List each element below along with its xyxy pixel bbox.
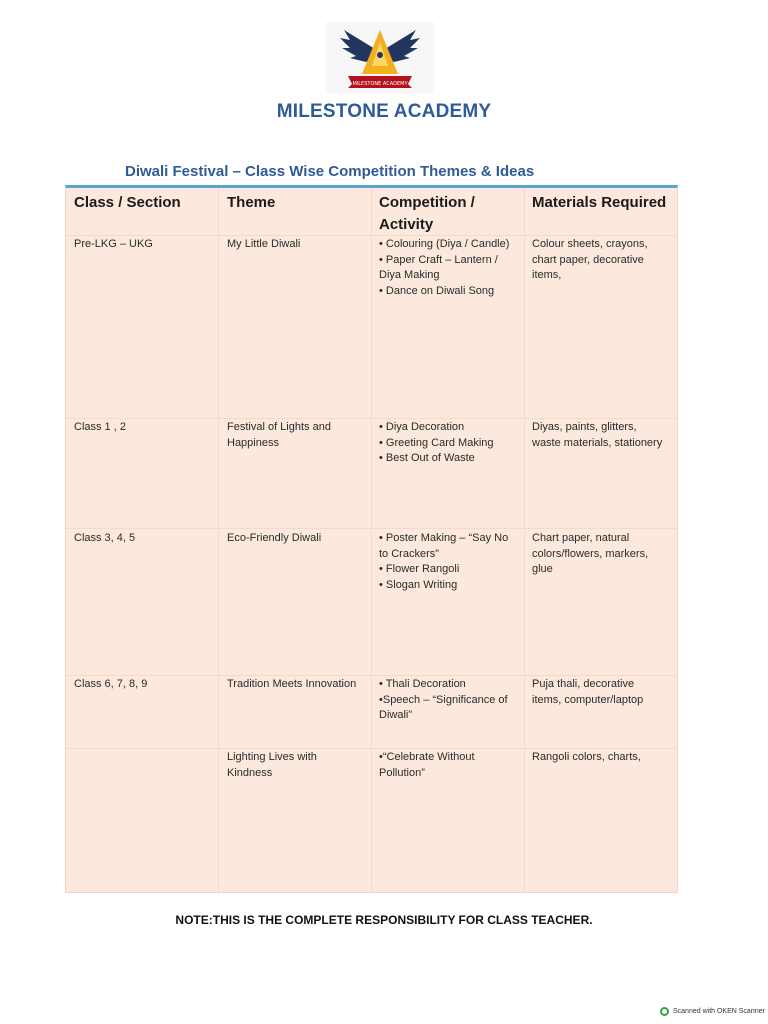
cell-class: Pre-LKG – UKG [74,238,153,250]
school-logo [326,22,434,94]
theme-line: Kindness [227,766,273,779]
column-divider [218,188,219,892]
activity-line: • Flower Rangoli [379,563,460,575]
cell-theme [227,420,372,451]
cell-materials [532,420,677,451]
cell-class: Class 3, 4, 5 [74,532,136,544]
materials-line: glue [532,563,553,575]
column-header-activity: Competition / Activity [379,194,475,233]
note-text: NOTE:THIS IS THE COMPLETE RESPONSIBILITY FOR CLASS TEACHER. [175,913,593,927]
cell-theme: Eco-Friendly Diwali [227,532,322,544]
activity-line: to Crackers” [379,547,439,560]
row-divider [66,675,677,676]
cell-activity [379,237,524,299]
row-divider [66,528,677,529]
activity-line: • Slogan Writing [379,578,458,591]
materials-line: items, computer/laptop [532,693,644,706]
cell-materials [532,237,677,284]
materials-line: items, [532,269,562,281]
activity-line: • Dance on Diwali Song [379,284,495,297]
activity-line: • Greeting Card Making [379,436,494,449]
cell-materials [532,531,677,578]
materials-line: chart paper, decorative [532,253,644,266]
cell-activity [379,677,524,724]
cell-class: Class 1 , 2 [74,421,126,433]
scanner-logo-icon [660,1007,669,1016]
theme-line: Happiness [227,436,279,449]
theme-line: Festival of Lights and [227,421,331,433]
materials-line: Puja thali, decorative [532,678,635,690]
activity-line: Pollution” [379,766,425,779]
cell-activity [379,420,524,467]
column-divider [371,188,372,892]
cell-materials [532,677,677,708]
cell-class: Class 6, 7, 8, 9 [74,678,148,690]
cell-materials [532,750,677,766]
cell-theme: Tradition Meets Innovation [227,678,357,690]
scanner-text: Scanned with OKEN Scanner [673,1008,765,1015]
column-divider [524,188,525,892]
activity-line: • Best Out of Waste [379,452,475,464]
materials-line: colors/flowers, markers, [532,547,649,560]
cell-theme [227,750,372,781]
materials-line: waste materials, stationery [532,436,663,449]
scanner-watermark [660,1007,765,1016]
cell-activity [379,750,524,781]
school-name: MILESTONE ACADEMY [276,101,492,122]
row-divider [66,748,677,749]
activity-line: Diya Making [379,269,440,281]
column-header-materials: Materials Required [532,194,667,211]
activity-line: • Diya Decoration [379,421,465,433]
activity-line: • Paper Craft – Lantern / [379,253,498,266]
row-divider [66,418,677,419]
materials-line: Chart paper, natural [532,532,630,544]
document-title: Diwali Festival – Class Wise Competition Themes & Ideas [125,163,535,180]
theme-line: Lighting Lives with [227,751,317,763]
row-divider [66,235,677,236]
materials-line: Colour sheets, crayons, [532,238,648,250]
cell-theme: My Little Diwali [227,238,301,250]
activity-line: Diwali” [379,709,412,721]
column-header-theme: Theme [227,194,276,211]
activity-line: • Poster Making – “Say No [379,532,509,544]
materials-line: Diyas, paints, glitters, [532,421,637,433]
competition-table [65,185,678,893]
cell-activity [379,531,524,593]
materials-line: Rangoli colors, charts, [532,751,641,763]
logo-lettering: MILESTONE ACADEMY [352,81,408,87]
activity-line: •“Celebrate Without [379,751,475,763]
activity-line: • Thali Decoration [379,678,466,690]
column-header-class: Class / Section [74,194,181,211]
activity-line: • Colouring (Diya / Candle) [379,238,510,250]
activity-line: •Speech – “Significance of [379,693,508,706]
